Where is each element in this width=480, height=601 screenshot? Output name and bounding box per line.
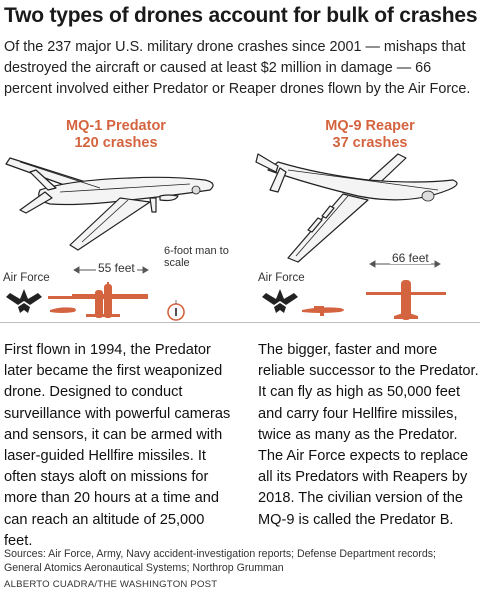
predator-description: First flown in 1994, the Predator later became the first weaponized drone. Designed to conduct surveillance with powerful cameras and sensors, it can be armed with laser-guided Hellfire missiles. It often stays aloft on missions for more than 20 hours at a time and can reach an altitude of 25,000 feet. [4,342,231,549]
predator-service-label: Air Force [3,272,50,284]
air-force-emblem-icon [6,287,42,315]
headline: Two types of drones account for bulk of crashes [4,4,478,27]
reaper-top-view [366,278,446,324]
predator-wingspan: 55 feet [98,261,135,275]
air-force-emblem-icon [262,287,298,315]
credit: ALBERTO CUADRA/THE WASHINGTON POST [4,579,218,590]
reaper-service-label: Air Force [258,272,305,284]
scale-label: 6-foot man to scale [164,245,229,269]
predator-top-view [70,282,150,322]
predator-crashes: 120 crashes [74,135,158,151]
reaper-description: The bigger, faster and more reliable successor to the Predator. It can fly as high as 50,000 feet and carry four Hellfire missiles, twice as many as the Predator. The Air Force expects to replace all its Predators with Reapers by 2018. The civilian version of the MQ-9 is called the Predator B. [258,342,479,528]
intro-text: Of the 237 major U.S. military drone crashes since 2001 — mishaps that destroyed the aircraft or caused at least $2 million in damage — 66 percent involved either Predator or Reaper drones flown by the Air Force. [4,39,471,97]
reaper-name: MQ-9 Reaper [325,118,415,134]
reaper-crashes: 37 crashes [332,135,408,151]
scale-man-icon [166,300,186,324]
reaper-wingspan: 66 feet [392,251,429,265]
divider [0,322,480,323]
reaper-side-view [300,300,360,320]
sources: Sources: Air Force, Army, Navy accident-investigation reports; Defense Department records; General Atomics Aeronautical Systems; Northrop Grumman [4,548,436,574]
predator-name: MQ-1 Predator [66,118,166,134]
